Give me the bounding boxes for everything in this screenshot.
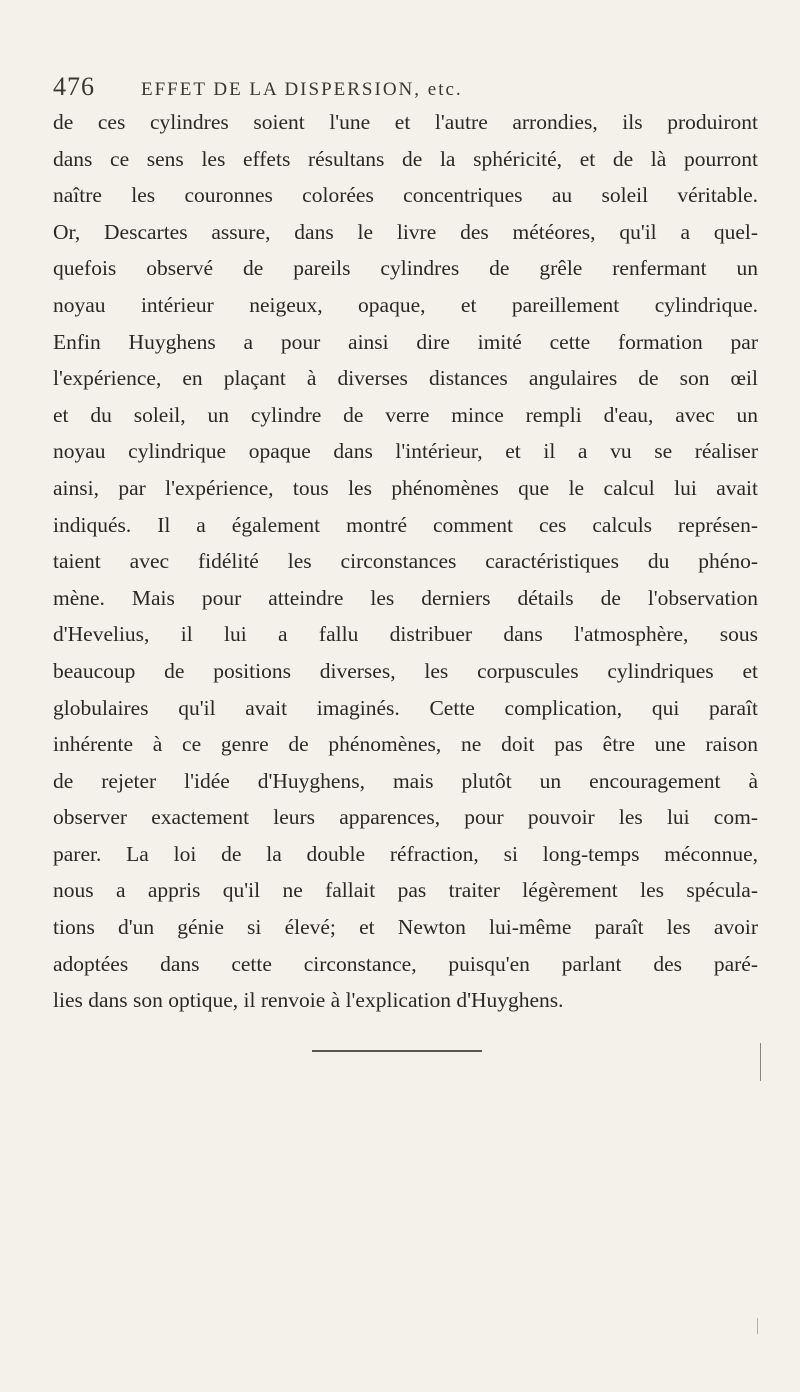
text-line: adoptées dans cette circonstance, puisqu'en parlant des paré- (53, 951, 758, 976)
running-head: EFFET DE LA DISPERSION, etc. (141, 79, 463, 100)
text-line: parer. La loi de la double réfraction, si long-temps méconnue, (53, 841, 758, 866)
text-line: d'Hevelius, il lui a fallu distribuer dans l'atmosphère, sous (53, 622, 758, 647)
text-line: de ces cylindres soient l'une et l'autre arrondies, ils produiront (53, 110, 758, 134)
text-line: tions d'un génie si élevé; et Newton lui-même paraît les avoir (53, 915, 758, 940)
text-line: de rejeter l'idée d'Huyghens, mais plutôt un encouragement à (53, 768, 758, 793)
section-divider-rule (312, 1050, 482, 1052)
text-line: indiqués. Il a également montré comment ces calculs représen- (53, 512, 758, 537)
text-line: inhérente à ce genre de phénomènes, ne doit pas être une raison (53, 732, 758, 757)
text-line: Or, Descartes assure, dans le livre des météores, qu'il a quel- (53, 219, 758, 244)
text-line: taient avec fidélité les circonstances caractéristiques du phéno- (53, 549, 758, 574)
body-paragraph (53, 104, 758, 1019)
page-edge-mark (757, 1318, 758, 1334)
text-line: nous a appris qu'il ne fallait pas traiter légèrement les spécula- (53, 878, 758, 903)
text-line: globulaires qu'il avait imaginés. Cette complication, qui paraît (53, 695, 758, 720)
page-edge-mark (760, 1043, 761, 1081)
text-line: ainsi, par l'expérience, tous les phénomènes que le calcul lui avait (53, 475, 758, 500)
text-line: noyau intérieur neigeux, opaque, et pareillement cylindrique. (53, 292, 758, 317)
text-line: mène. Mais pour atteindre les derniers détails de l'observation (53, 585, 758, 610)
text-line: dans ce sens les effets résultans de la sphéricité, et de là pourront (53, 146, 758, 171)
text-line: naître les couronnes colorées concentriques au soleil véritable. (53, 183, 758, 208)
text-line: l'expérience, en plaçant à diverses distances angulaires de son œil (53, 366, 758, 391)
page-header (53, 72, 753, 106)
text-line: et du soleil, un cylindre de verre mince rempli d'eau, avec un (53, 402, 758, 427)
text-line: lies dans son optique, il renvoie à l'explication d'Huyghens. (53, 988, 564, 1013)
text-line: observer exactement leurs apparences, pour pouvoir les lui com- (53, 805, 758, 830)
text-line: Enfin Huyghens a pour ainsi dire imité cette formation par (53, 329, 758, 354)
page-number: 476 (53, 72, 95, 101)
text-line: quefois observé de pareils cylindres de grêle renfermant un (53, 256, 758, 281)
text-line: noyau cylindrique opaque dans l'intérieur, et il a vu se réaliser (53, 439, 758, 464)
text-line: beaucoup de positions diverses, les corpuscules cylindriques et (53, 658, 758, 683)
